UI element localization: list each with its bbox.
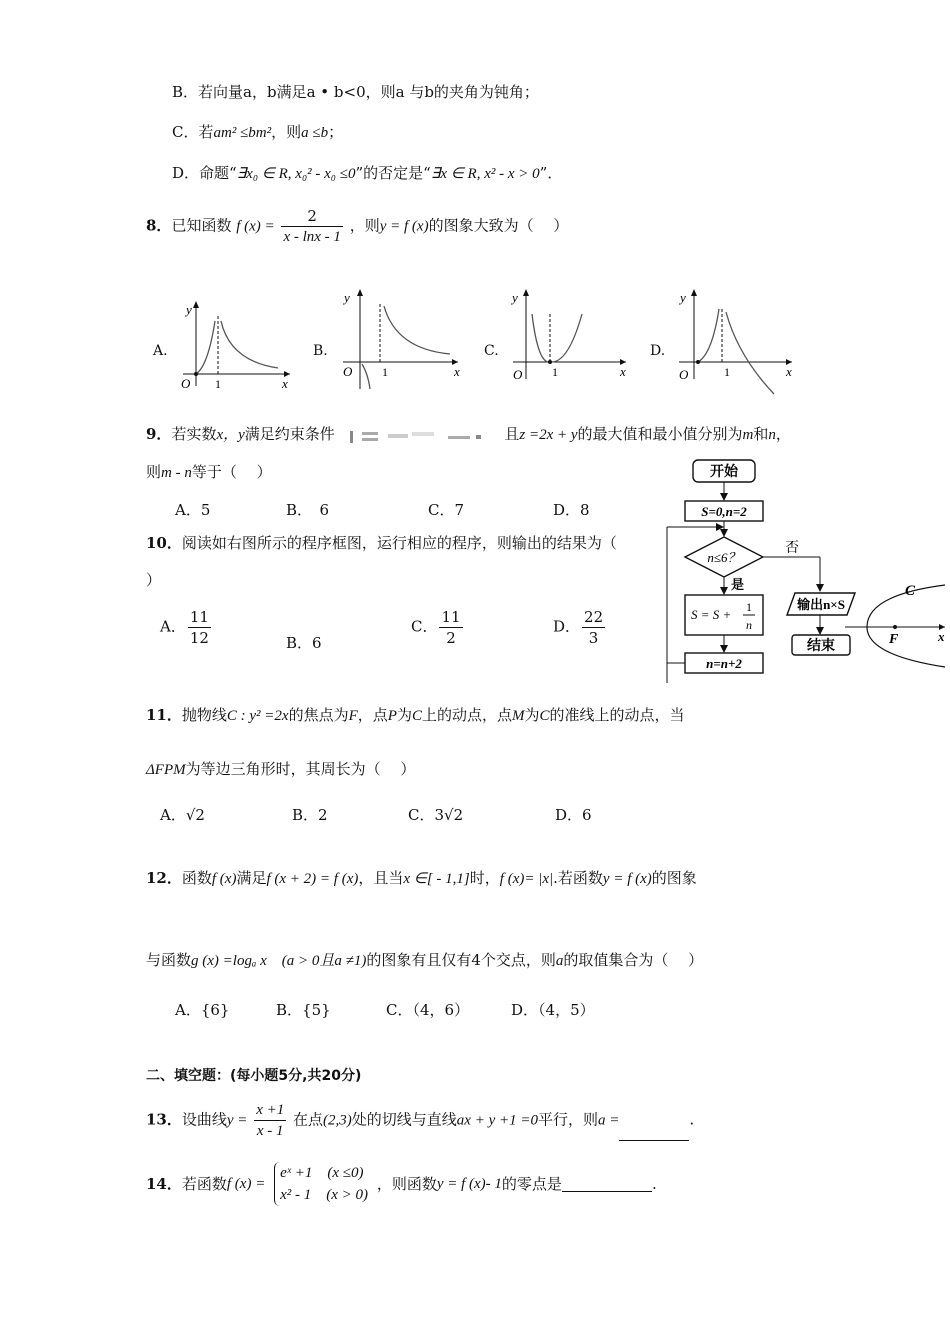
q12-option-b: B．{5} bbox=[276, 1001, 331, 1019]
q8-option-a-label: A. bbox=[153, 343, 168, 359]
svg-text:1: 1 bbox=[552, 365, 558, 379]
q8-option-c-label: C. bbox=[484, 343, 499, 359]
svg-text:结束: 结束 bbox=[807, 639, 835, 654]
q10-flowchart bbox=[655, 455, 950, 690]
q8-stem: 8．已知函数 f (x) = $\frac{2}{x - \ln x - 1}$ ，则y = f (x)的图象大致为（ ） bbox=[146, 207, 569, 245]
svg-text:1: 1 bbox=[382, 365, 388, 379]
svg-text:y: y bbox=[512, 290, 518, 305]
svg-text:O: O bbox=[343, 364, 353, 379]
q8-option-b-label: B. bbox=[313, 343, 328, 359]
svg-text:x: x bbox=[786, 364, 792, 379]
q7-option-b: B．若向量a，b满足a • b<0，则a 与b的夹角为钝角； bbox=[172, 83, 539, 101]
svg-text:y: y bbox=[186, 302, 192, 317]
svg-text:O: O bbox=[513, 367, 523, 382]
q8-graph-c bbox=[508, 284, 633, 384]
svg-text:F: F bbox=[889, 632, 899, 647]
svg-text:S = S +: S = S + bbox=[691, 607, 732, 622]
q12-option-c: C．（4，6） bbox=[386, 1001, 470, 1019]
q10-option-b: B．6 bbox=[286, 634, 322, 652]
svg-text:O: O bbox=[181, 376, 191, 391]
q9-option-d: D．8 bbox=[553, 501, 590, 519]
svg-text:开始: 开始 bbox=[710, 465, 738, 480]
svg-text:1: 1 bbox=[724, 365, 730, 379]
q11-option-b: B．2 bbox=[292, 806, 328, 824]
q11-option-a: A．√2 bbox=[160, 806, 205, 824]
svg-text:S=0,n=2: S=0,n=2 bbox=[701, 504, 747, 519]
q7-option-d: D．命题“∃x₀ ∈ R, x₀² - x₀ ≤0”的否定是“∃x ∈ R, x² - x > 0”． bbox=[172, 164, 563, 182]
q9-stem: 9．若实数x，y满足约束条件 且z =2x + y的最大值和最小值分别为m和n， bbox=[146, 425, 791, 443]
q12-stem-line2: 与函数g (x) =logₐ x (a > 0且a ≠1)的图象有且仅有4个交点，则a的取值集合为（ ） bbox=[146, 951, 704, 969]
q9-constraint-image bbox=[340, 428, 500, 442]
svg-text:1: 1 bbox=[215, 377, 221, 391]
svg-text:否: 否 bbox=[785, 541, 799, 556]
svg-text:y: y bbox=[344, 290, 350, 305]
svg-text:x: x bbox=[454, 364, 460, 379]
svg-text:C: C bbox=[905, 583, 916, 599]
q11-option-d: D．6 bbox=[555, 806, 592, 824]
q7-option-c: C．若am² ≤bm²，则a ≤b； bbox=[172, 123, 344, 141]
q8-graph-a bbox=[178, 296, 298, 391]
svg-text:输出n×S: 输出n×S bbox=[797, 597, 845, 612]
q9-option-b: B． 6 bbox=[286, 501, 330, 519]
q14-answer-blank[interactable] bbox=[562, 1177, 652, 1192]
svg-text:n≤6？: n≤6？ bbox=[707, 550, 741, 565]
q14-stem: 14．若函数f (x) = eˣ +1 (x ≤0) x² - 1 (x > 0) ，则函数y = f (x)- 1的零点是 . bbox=[146, 1162, 657, 1212]
q8-graph-d bbox=[674, 284, 799, 399]
svg-text:是: 是 bbox=[731, 577, 745, 592]
svg-text:x: x bbox=[938, 629, 945, 644]
q10-stem: 10．阅读如右图所示的程序框图，运行相应的程序，则输出的结果为（ bbox=[146, 534, 617, 552]
q13-stem: 13．设曲线y = $\frac{x +1}{x - 1}$ 在点(2,3)处的切线与直线ax + y +1 =0平行，则a = . bbox=[146, 1102, 695, 1139]
q9-stem-line2: 则m - n等于（ ） bbox=[146, 463, 272, 481]
q12-option-d: D．（4，5） bbox=[511, 1001, 595, 1019]
q10-option-d: D． $\frac{22}{3}$ bbox=[553, 608, 604, 647]
q12-option-a: A．{6} bbox=[175, 1001, 230, 1019]
q10-option-c: C． $\frac{11}{2}$ bbox=[411, 608, 461, 647]
svg-text:O: O bbox=[679, 367, 689, 382]
svg-text:1: 1 bbox=[746, 600, 752, 614]
svg-text:x: x bbox=[282, 376, 288, 391]
q11-option-c: C．3√2 bbox=[408, 806, 464, 824]
q10-stem-end: ） bbox=[146, 571, 162, 589]
q8-graph-b bbox=[338, 284, 468, 394]
svg-text:n: n bbox=[746, 618, 752, 632]
q11-stem-line2: ΔFPM为等边三角形时，其周长为（ ） bbox=[146, 760, 416, 778]
q9-option-a: A．5 bbox=[175, 501, 211, 519]
q13-answer-blank[interactable] bbox=[619, 1126, 689, 1141]
q10-option-a: A． $\frac{11}{12}$ bbox=[160, 608, 209, 647]
svg-text:x: x bbox=[620, 364, 626, 379]
q11-stem: 11．抛物线C : y² =2x的焦点为F，点P为C上的动点，点M为C的准线上的动点，当 bbox=[146, 706, 685, 724]
section-title: 二、填空题：(每小题5分,共20分) bbox=[146, 1068, 362, 1084]
q9-option-c: C．7 bbox=[428, 501, 465, 519]
q8-option-d-label: D. bbox=[650, 343, 666, 359]
q12-stem: 12．函数f (x)满足f (x + 2) = f (x)，且当x ∈[ - 1,1]时，f (x)= |x|.若函数y = f (x)的图象 bbox=[146, 869, 697, 887]
svg-text:y: y bbox=[680, 290, 686, 305]
svg-text:n=n+2: n=n+2 bbox=[706, 656, 742, 671]
